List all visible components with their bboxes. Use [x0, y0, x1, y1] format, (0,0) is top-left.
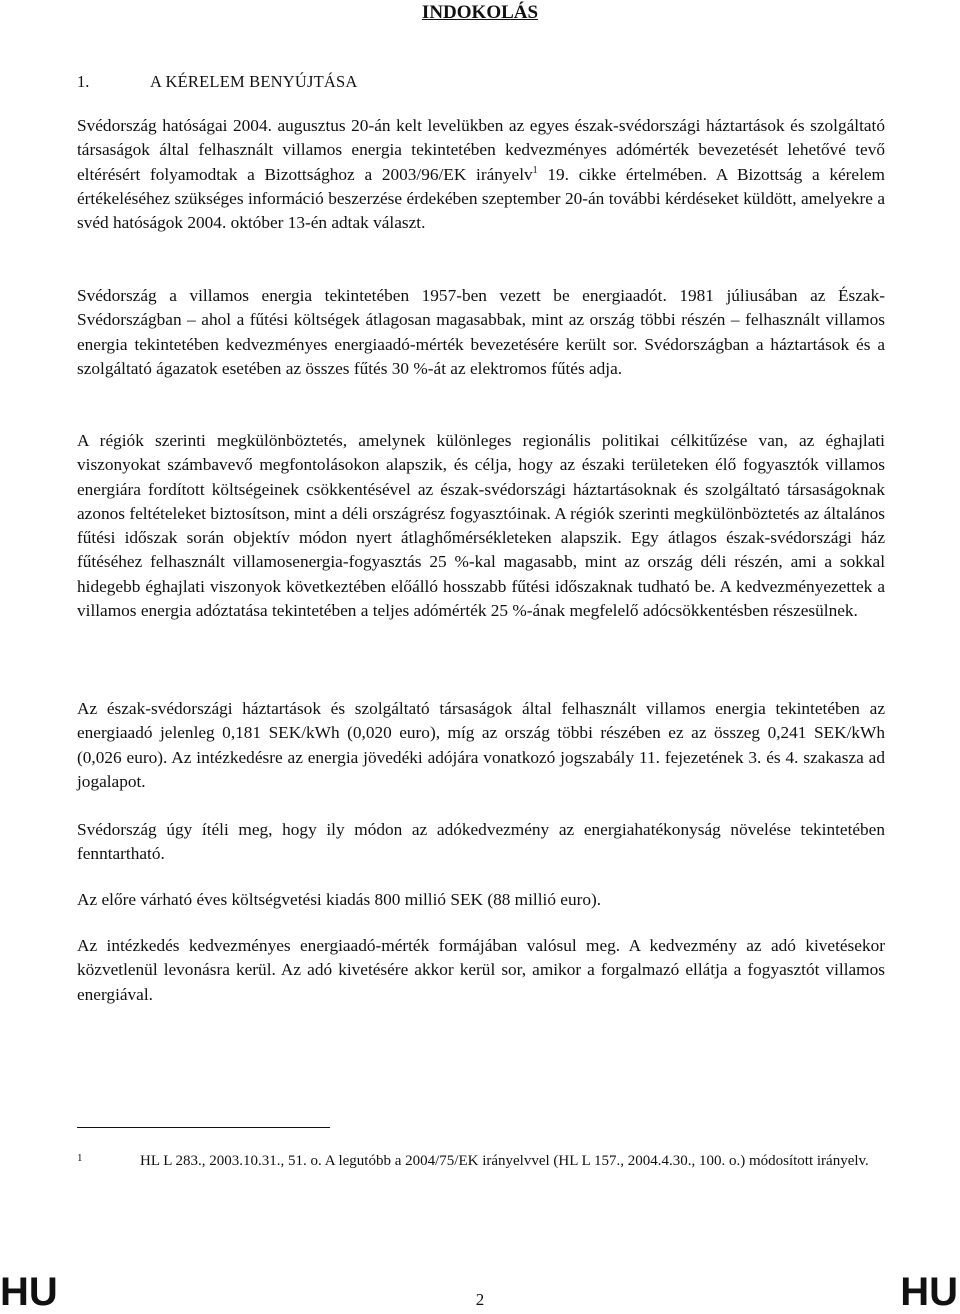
p7-text: Az intézkedés kedvezményes energiaadó-mérték formájában valósul meg. A kedvezmény az adó kivetésekor közvetlenül levonásra kerül. Az adó kivetésére akkor kerül sor, amikor a forgalmazó ellátja a fogyasztót villamos energiával.	[77, 936, 885, 1004]
p6-text: Az előre várható éves költségvetési kiadás 800 millió SEK (88 millió euro).	[77, 890, 602, 909]
paragraph-6	[77, 888, 885, 912]
footnote-divider	[77, 1127, 330, 1128]
p2-text: Svédország a villamos energia tekintetében 1957-ben vezett be energiaadót. 1981 júliusában az Észak-Svédországban – ahol a fűtési költségek átlagosan magasabbak, mint az ország többi részén – felhasznált villamos energia tekintetében kedvezményes energiaadó-mérték bevezetésére került sor. Svédországban a háztartások és a szolgáltató ágazatok esetében az összes fűtés 30 %-át az elektromos fűtés adja.	[77, 286, 885, 378]
language-code-left: HU	[0, 1270, 58, 1314]
p1-followup: A Bizottság a kérelem értékeléséhez szükséges információ beszerzése érdekében szeptember 20-án további kérdéseket küldött, amelyekre a svéd hatóságok 2004. október 13-én adtak választ.	[77, 164, 885, 233]
p3-text: A régiók szerinti megkülönböztetés, amelynek különleges regionális politikai célkitűzése van, az éghajlati viszonyokat számbavevő megfontolásokon alapszik, és célja, hogy az északi területeken élő fogyasztók villamos energiára fordított költségeinek csökkentésével az észak-svédországi háztartásoknak és szolgáltató társaságoknak azonos feltételeket biztosítson, mint a déli országrész fogyasztóinak. A régiók szerinti megkülönböztetés az általános fűtési időszak során objektív módon nyert átlaghőmérsékleteken alapszik. Egy átlagos észak-svédországi ház fűtéséhez felhasznált villamosenergia-fogyasztás 25 %-kal magasabb, mint az ország déli részén, ami a sokkal hidegebb éghajlati viszonyok következtében előálló hosszabb fűtési időszaknak tudható be. A kedvezményezettek a villamos energia adóztatása tekintetében a teljes adómérték 25 %-ának megfelelő adócsökkentésben részesülnek.	[77, 431, 885, 621]
p4-text: Az észak-svédországi háztartások és szolgáltató társaságok által felhasznált villamos energia tekintetében az energiaadó jelenleg 0,181 SEK/kWh (0,020 euro), míg az ország többi részében ez az összeg 0,241 SEK/kWh (0,026 euro). Az intézkedésre az energia jövedéki adójára vonatkozó jogszabály 11. fejezetének 3. és 4. szakasza ad jogalapot.	[77, 699, 885, 791]
section-number: 1.	[77, 72, 90, 91]
p5-text: Svédország úgy ítéli meg, hogy ily módon az adókedvezmény az energiahatékonyság növelése tekintetében fenntartható.	[77, 820, 885, 864]
p1-article: 19. cikke értelmében.	[547, 164, 707, 184]
paragraph-5	[77, 818, 885, 867]
paragraph-4	[77, 697, 885, 794]
footnote-number: 1	[77, 1152, 83, 1164]
section-heading	[77, 72, 358, 92]
footnote-text: HL L 283., 2003.10.31., 51. o. A legutóbb a 2004/75/EK irányelvvel (HL L 157., 2004.4.30., 100. o.) módosított irányelv.	[140, 1153, 869, 1169]
paragraph-7	[77, 934, 885, 1007]
p1-intro: Svédország hatóságai 2004. augusztus 20-án kelt levelükben az egyes észak-svédországi háztartások és szolgáltató társaságok által felhasznált villamos energia tekintetében kedvezményes adómérték bevezetését lehetővé tevő eltérésért folyamodtak a Bizottsághoz a 2003/96/EK irányelv	[77, 116, 885, 184]
section-title: A KÉRELEM BENYÚJTÁSA	[150, 72, 358, 91]
footnote-ref[interactable]: 1	[532, 164, 538, 176]
page-title: INDOKOLÁS	[421, 2, 539, 23]
page-number: 2	[475, 1290, 485, 1309]
paragraph-2	[77, 284, 885, 381]
paragraph-3	[77, 429, 885, 623]
paragraph-1	[77, 114, 885, 235]
language-code-right: HU	[900, 1270, 958, 1314]
